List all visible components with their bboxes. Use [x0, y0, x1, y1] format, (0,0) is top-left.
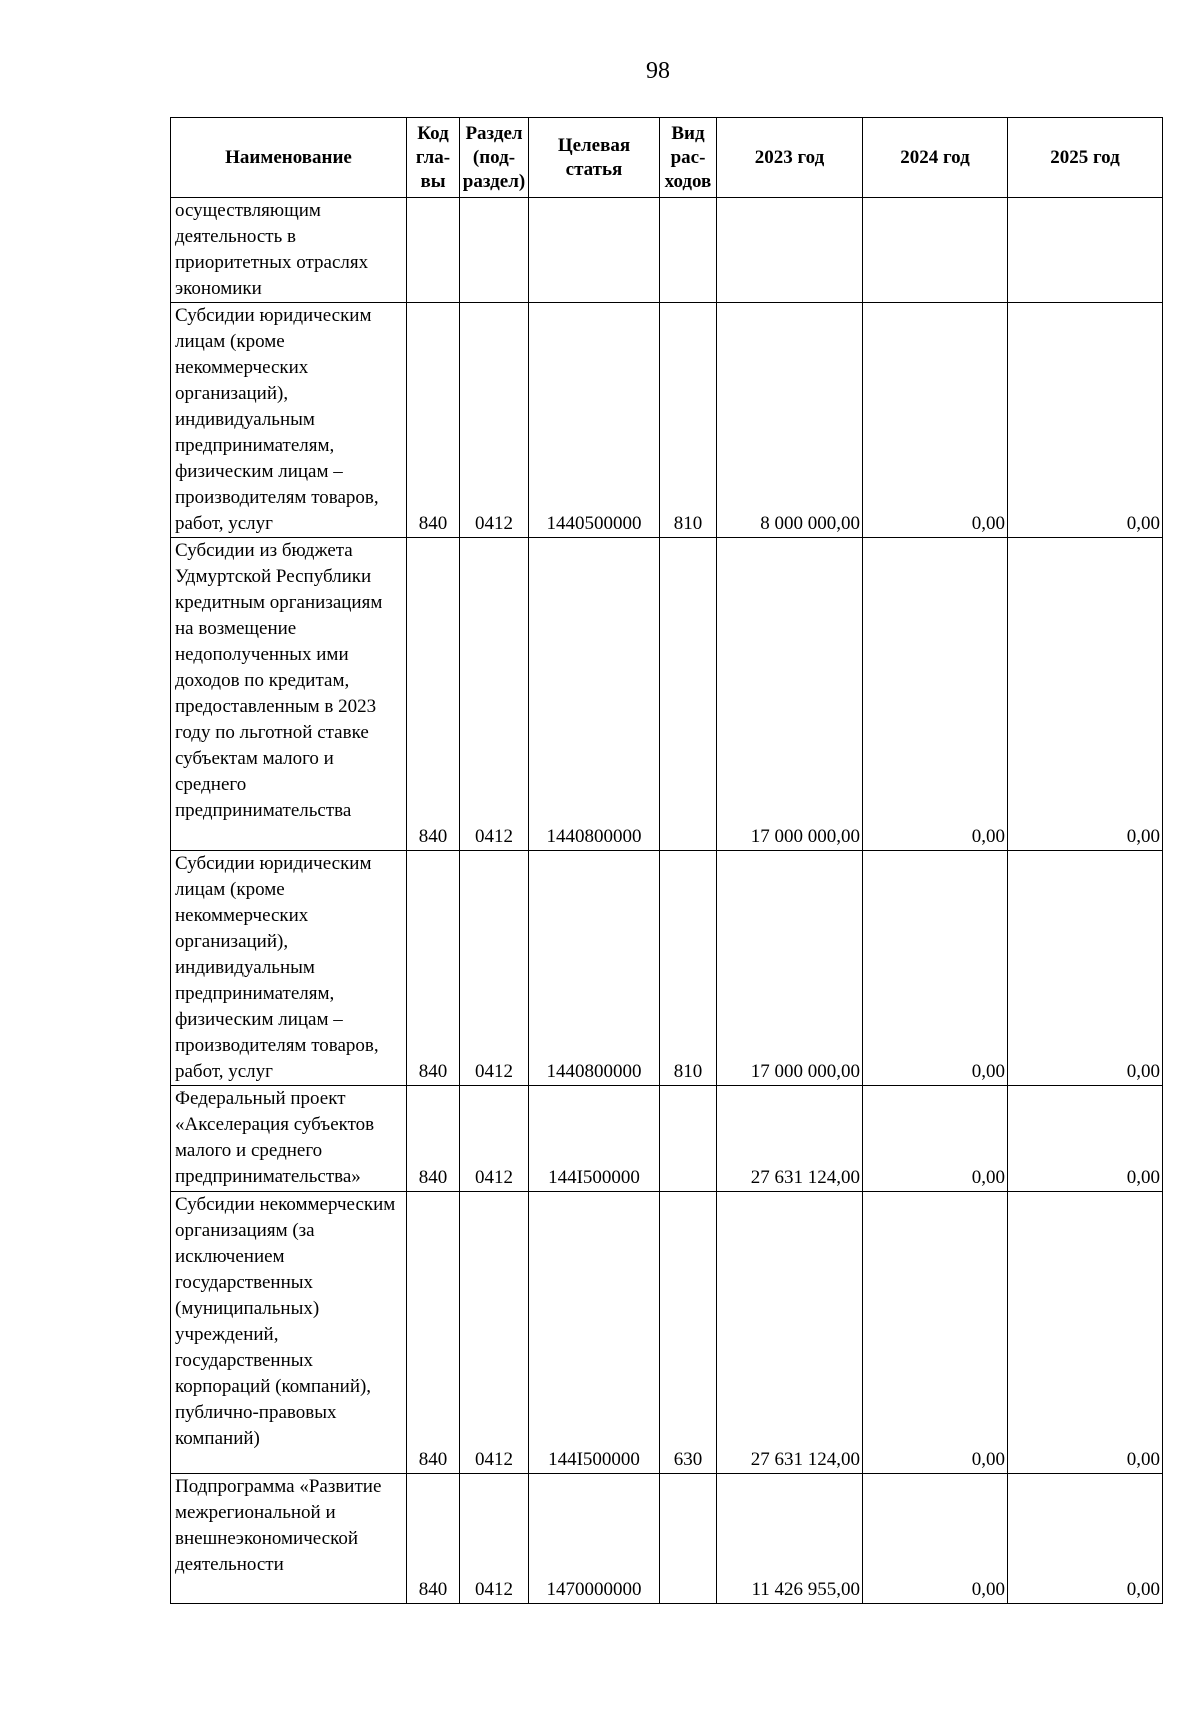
- table-row: [171, 1192, 1163, 1474]
- table-row: [171, 1474, 1163, 1604]
- row-2024: 0,00: [863, 303, 1008, 538]
- header-chapter-code: Код гла-вы: [407, 118, 460, 198]
- row-chapter-code: 840: [407, 1474, 460, 1604]
- row-chapter-code: 840: [407, 303, 460, 538]
- row-target-article: [529, 198, 660, 303]
- row-2023: 27 631 124,00: [717, 1086, 863, 1192]
- row-2025: 0,00: [1008, 1086, 1163, 1192]
- row-expense-type: [660, 1086, 717, 1192]
- row-2024: 0,00: [863, 538, 1008, 851]
- row-2023: 17 000 000,00: [717, 851, 863, 1086]
- row-2025: 0,00: [1008, 538, 1163, 851]
- row-2023: 17 000 000,00: [717, 538, 863, 851]
- row-expense-type: 810: [660, 303, 717, 538]
- header-2025: 2025 год: [1008, 118, 1163, 198]
- row-name: Федеральный проект «Акселерация субъектов малого и среднего предпринимательства»: [171, 1086, 407, 1192]
- row-expense-type: 810: [660, 851, 717, 1086]
- header-2024: 2024 год: [863, 118, 1008, 198]
- header-section: Раздел (под-раздел): [460, 118, 529, 198]
- row-section: 0412: [460, 303, 529, 538]
- row-chapter-code: 840: [407, 851, 460, 1086]
- row-target-article: 144I500000: [529, 1192, 660, 1474]
- row-2025: 0,00: [1008, 1474, 1163, 1604]
- row-target-article: 1440800000: [529, 538, 660, 851]
- row-2024: 0,00: [863, 851, 1008, 1086]
- row-2024: 0,00: [863, 1474, 1008, 1604]
- row-2024: 0,00: [863, 1086, 1008, 1192]
- row-2025: 0,00: [1008, 303, 1163, 538]
- row-section: 0412: [460, 538, 529, 851]
- table-row: [171, 851, 1163, 1086]
- row-section: 0412: [460, 1086, 529, 1192]
- row-2024: 0,00: [863, 1192, 1008, 1474]
- row-name: Подпрограмма «Развитие межрегиональной и внешнеэкономической деятельности: [171, 1474, 407, 1604]
- row-expense-type: [660, 198, 717, 303]
- table-header-row: [171, 118, 1163, 198]
- row-2025: 0,00: [1008, 1192, 1163, 1474]
- row-chapter-code: 840: [407, 1086, 460, 1192]
- table-row: [171, 1086, 1163, 1192]
- header-expense-type: Вид рас-ходов: [660, 118, 717, 198]
- row-section: 0412: [460, 851, 529, 1086]
- budget-table: [170, 117, 1163, 1604]
- row-chapter-code: 840: [407, 538, 460, 851]
- header-target-article: Целевая статья: [529, 118, 660, 198]
- row-target-article: 144I500000: [529, 1086, 660, 1192]
- header-name: Наименование: [171, 118, 407, 198]
- row-chapter-code: [407, 198, 460, 303]
- row-2023: 11 426 955,00: [717, 1474, 863, 1604]
- row-name: Субсидии юридическим лицам (кроме некоммерческих организаций), индивидуальным предпринимателям, физическим лицам – производителям товаров, работ, услуг: [171, 303, 407, 538]
- row-2025: [1008, 198, 1163, 303]
- row-section: 0412: [460, 1474, 529, 1604]
- row-section: [460, 198, 529, 303]
- row-expense-type: [660, 538, 717, 851]
- page-number: 98: [646, 58, 670, 84]
- table-row: [171, 198, 1163, 303]
- row-expense-type: [660, 1474, 717, 1604]
- row-target-article: 1440800000: [529, 851, 660, 1086]
- row-2024: [863, 198, 1008, 303]
- row-name: Субсидии некоммерческим организациям (за исключением государственных (муниципальных) учреждений, государственных корпораций (компаний), публично-правовых компаний): [171, 1192, 407, 1474]
- row-chapter-code: 840: [407, 1192, 460, 1474]
- row-expense-type: 630: [660, 1192, 717, 1474]
- row-2023: 8 000 000,00: [717, 303, 863, 538]
- row-2025: 0,00: [1008, 851, 1163, 1086]
- row-2023: [717, 198, 863, 303]
- header-2023: 2023 год: [717, 118, 863, 198]
- row-target-article: 1440500000: [529, 303, 660, 538]
- row-section: 0412: [460, 1192, 529, 1474]
- row-name: осуществляющим деятельность в приоритетных отраслях экономики: [171, 198, 407, 303]
- row-name: Субсидии из бюджета Удмуртской Республики кредитным организациям на возмещение недополученных ими доходов по кредитам, предоставленным в 2023 году по льготной ставке субъектам малого и среднего предпринимательства: [171, 538, 407, 851]
- table-row: [171, 303, 1163, 538]
- row-2023: 27 631 124,00: [717, 1192, 863, 1474]
- table-row: [171, 538, 1163, 851]
- row-target-article: 1470000000: [529, 1474, 660, 1604]
- row-name: Субсидии юридическим лицам (кроме некоммерческих организаций), индивидуальным предпринимателям, физическим лицам – производителям товаров, работ, услуг: [171, 851, 407, 1086]
